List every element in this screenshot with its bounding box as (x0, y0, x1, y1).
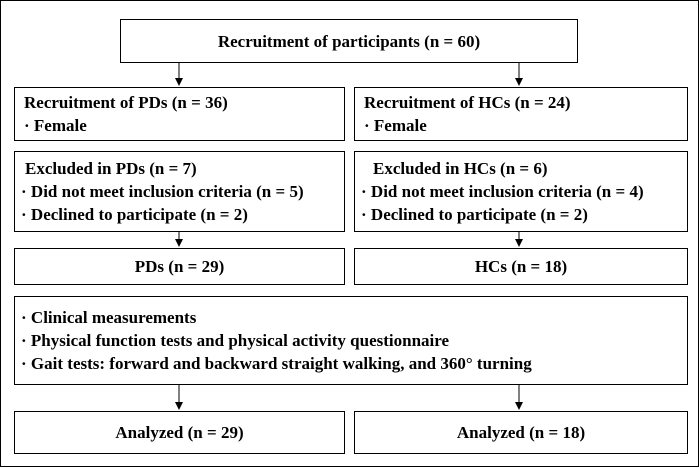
hc-excluded-title: Excluded in HCs (n = 6) (373, 159, 548, 178)
hc-excluded-box (354, 151, 688, 232)
recruitment-box (120, 19, 578, 63)
recruitment-title: Recruitment of participants (n = 60) (217, 31, 481, 51)
pd-recruitment-title: Recruitment of PDs (n = 36) (24, 93, 228, 112)
measurements-box (14, 296, 688, 385)
pd-analyzed-count: Analyzed (n = 29) (115, 423, 244, 442)
pd-recruitment-box (14, 87, 345, 141)
hc-final-box (354, 248, 688, 285)
pd-recruitment-note: · Female (24, 116, 87, 135)
hc-analyzed-box (354, 411, 688, 454)
pd-final-box (14, 248, 345, 285)
measurement-gait-tests: · Gait tests: forward and backward straight walking, and 360° turning (21, 354, 532, 373)
hc-recruitment-note: · Female (364, 116, 427, 135)
pd-final-count: PDs (n = 29) (134, 257, 225, 276)
hc-analyzed-count: Analyzed (n = 18) (456, 423, 586, 442)
pd-excluded-title: Excluded in PDs (n = 7) (25, 159, 197, 178)
pd-excluded-reason-declined: · Declined to participate (n = 2) (21, 205, 248, 224)
hc-excluded-reason-criteria: · Did not meet inclusion criteria (n = 4) (361, 182, 644, 201)
hc-excluded-reason-declined: · Declined to participate (n = 2) (361, 205, 588, 224)
pd-analyzed-box (14, 411, 345, 454)
hc-final-count: HCs (n = 18) (474, 257, 568, 276)
measurement-clinical: · Clinical measurements (21, 308, 197, 327)
hc-recruitment-title: Recruitment of HCs (n = 24) (364, 93, 571, 112)
pd-excluded-box (14, 151, 345, 232)
pd-excluded-reason-criteria: · Did not meet inclusion criteria (n = 5) (21, 182, 304, 201)
connector-arrows (1, 1, 699, 468)
measurement-physical-function: · Physical function tests and physical activity questionnaire (21, 331, 450, 350)
hc-recruitment-box (354, 87, 688, 141)
